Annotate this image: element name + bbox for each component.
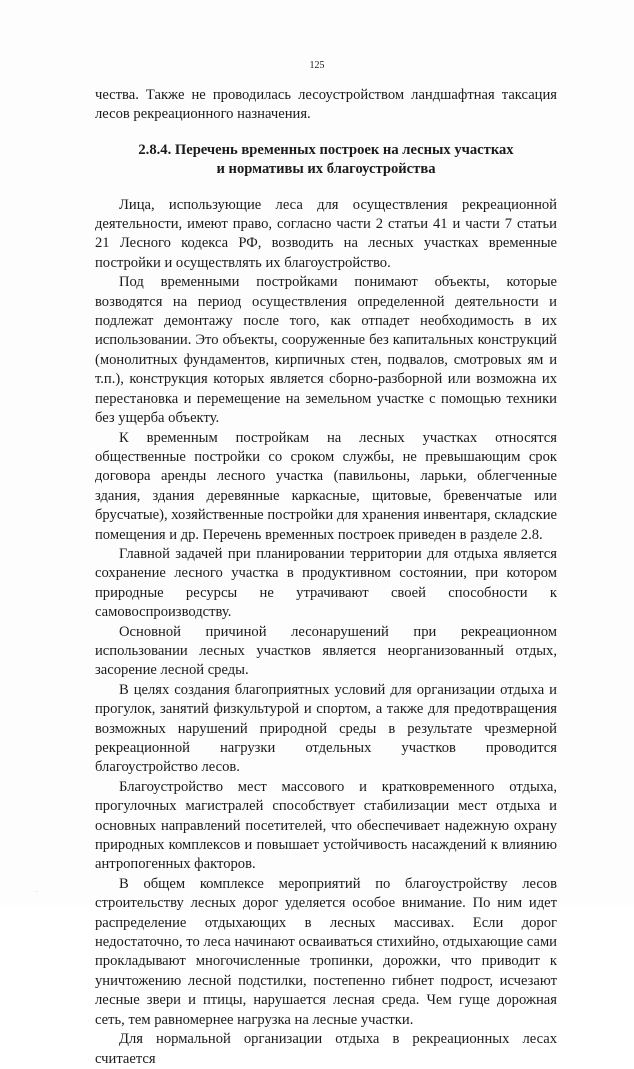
body-paragraph: Основной причиной лесонарушений при рекреационном использовании лесных участков является неорганизованный отдых, засорение лесной среды. <box>95 623 557 679</box>
section-heading-line-1: 2.8.4. Перечень временных построек на лесных участках <box>138 141 514 158</box>
section-heading <box>95 141 557 180</box>
section-heading-line-2: и нормативы их благоустройства <box>216 161 436 178</box>
body-paragraph: Главной задачей при планировании территории для отдыха является сохранение лесного участка в продуктивном состоянии, при котором природные ресурсы не утрачивают своей способности к самовоспроизводству. <box>95 545 557 621</box>
body-paragraph: Лица, использующие леса для осуществления рекреационной деятельности, имеют право, согласно части 2 статьи 41 и части 7 статьи 21 Лесного кодекса РФ, возводить на лесных участках временные постройки и осуществлять их благоустройство. <box>95 196 557 271</box>
body-paragraph: В общем комплексе мероприятий по благоустройству лесов строительству лесных дорог уделяется особое внимание. По ним идет распределение отдыхающих в лесных массивах. Если дорог недостаточно, то леса начинают осваиваться стихийно, отдыхающие сами прокладывают многочисленные тропинки, дорожки, что приводит к уничтожению лесной подстилки, постепенно гибнет подрост, исчезают лесные звери и птицы, нарушается лесная среда. Чем гуще дорожная сеть, тем равномернее нагрузка на лесные участки. <box>95 875 557 1028</box>
page-number: 125 <box>309 60 325 71</box>
intro-paragraph: чества. Также не проводилась лесоустройством ландшафтная таксация лесов рекреационного назначения. <box>95 87 557 123</box>
body-paragraph: В целях создания благоприятных условий для организации отдыха и прогулок, занятий физкультурой и спортом, а также для предотвращения возможных нарушений природной среды в результате чрезмерной рекреационной нагрузки отдельных участков проводится благоустройство лесов. <box>95 681 557 776</box>
scan-dot: . <box>36 888 38 894</box>
body-paragraph: К временным постройкам на лесных участках относятся общественные постройки со сроком службы, не превышающим срок договора аренды лесного участка (павильоны, ларьки, облегченные здания, здания деревянные каркасные, щитовые, бревенчатые или брусчатые), хозяйственные постройки для хранения инвентаря, складские помещения и др. Перечень временных построек приведен в разделе 2.8. <box>95 429 557 543</box>
page-content <box>95 86 557 1069</box>
body-paragraph: Благоустройство мест массового и кратковременного отдыха, прогулочных магистралей способствует стабилизации мест отдыха и основных направлений посетителей, что обеспечивает надежную охрану природных комплексов и повышает устойчивость насаждений к влиянию антропогенных факторов. <box>95 778 557 873</box>
body-paragraph: Под временными постройками понимают объекты, которые возводятся на период осуществления определенной деятельности и подлежат демонтажу после того, как отпадет необходимость в их использовании. Это объекты, сооруженные без капитальных конструкций (монолитных фундаментов, кирпичных стен, подвалов, смотровых ям и т.п.), конструкция которых является сборно-разборной или возможна их перестановка и перемещение на земельном участке с помощью техники без ущерба объекту. <box>95 274 557 427</box>
body-paragraph: Для нормальной организации отдыха в рекреационных лесах считается <box>95 1031 557 1067</box>
